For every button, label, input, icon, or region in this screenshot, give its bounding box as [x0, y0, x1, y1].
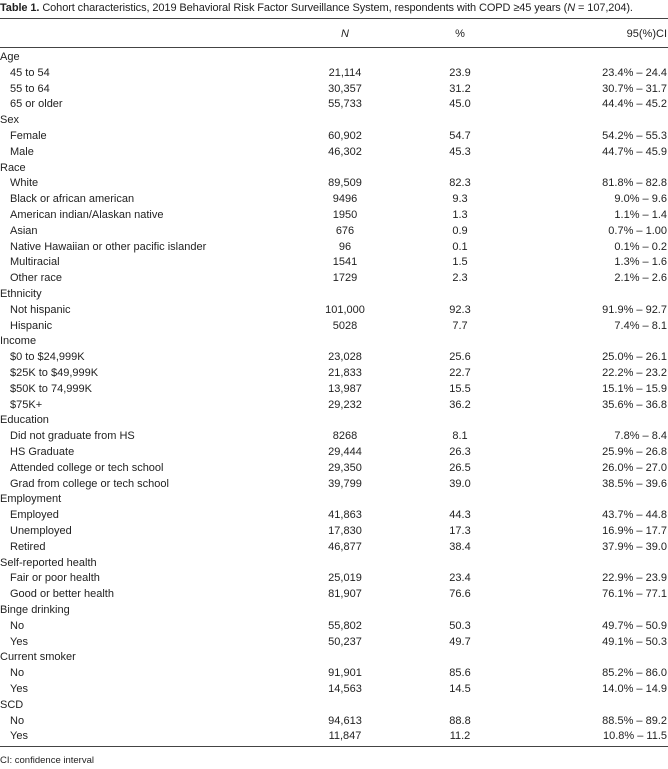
cell-percent: 1.5: [452, 256, 468, 269]
cell-n: 55,733: [328, 98, 362, 111]
cell-ci: 22.9% – 23.9: [602, 572, 667, 585]
row-label: Did not graduate from HS: [10, 430, 135, 443]
cell-n: 91,901: [328, 667, 362, 680]
cell-ci: 15.1% – 15.9: [602, 382, 667, 395]
row-label: $50K to 74,999K: [10, 382, 92, 395]
cell-ci: 23.4% – 24.4: [602, 66, 667, 79]
cell-ci: 44.7% – 45.9: [602, 145, 667, 158]
group-header-row: [0, 649, 668, 665]
cell-n: 21,833: [328, 367, 362, 379]
row-label: Grad from college or tech school: [10, 477, 169, 490]
table-row: [0, 81, 668, 97]
cell-ci: 91.9% – 92.7: [602, 303, 667, 316]
cell-ci: 16.9% – 17.7: [602, 525, 667, 537]
cell-n: 29,444: [328, 446, 362, 458]
row-label: Employed: [10, 509, 59, 522]
group-header-row: [0, 491, 668, 507]
cell-ci: 88.5% – 89.2: [602, 714, 667, 727]
table-row: [0, 681, 668, 697]
table-row: [0, 302, 668, 318]
cell-ci: 0.1% – 0.2: [614, 240, 667, 253]
cell-ci: 0.7% – 1.00: [608, 224, 667, 237]
table-row: [0, 365, 668, 381]
cell-n: 89,509: [328, 177, 362, 190]
caption-n-value: = 107,204).: [575, 2, 633, 14]
cell-n: 55,802: [328, 619, 362, 632]
row-label: No: [10, 714, 25, 727]
row-label: No: [10, 619, 25, 632]
group-header-row: [0, 555, 668, 571]
group-header-row: [0, 697, 668, 713]
table-row: [0, 634, 668, 650]
cell-n: 30,357: [328, 82, 362, 95]
cell-n: 101,000: [325, 303, 365, 316]
cell-percent: 25.6: [449, 351, 471, 364]
header-n: N: [341, 28, 349, 40]
cell-ci: 26.0% – 27.0: [602, 461, 667, 474]
cell-percent: 92.3: [449, 303, 471, 316]
group-label: Sex: [0, 114, 19, 127]
cell-ci: 37.9% – 39.0: [602, 540, 667, 553]
table-row: [0, 128, 668, 144]
header-percent: %: [455, 28, 465, 40]
cell-percent: 38.4: [449, 540, 471, 553]
table-row: [0, 254, 668, 270]
cell-ci: 35.6% – 36.8: [602, 398, 667, 411]
cell-ci: 9.0% – 9.6: [614, 193, 667, 206]
cell-ci: 38.5% – 39.6: [602, 477, 667, 490]
cell-percent: 39.0: [449, 477, 471, 490]
cell-n: 1541: [332, 256, 358, 269]
cell-ci: 30.7% – 31.7: [602, 82, 667, 95]
group-label: Self-reported health: [0, 556, 97, 569]
cell-ci: 14.0% – 14.9: [602, 683, 667, 695]
row-label: $0 to $24,999K: [10, 351, 85, 364]
table-row: [0, 476, 668, 492]
cell-ci: 1.1% – 1.4: [614, 209, 667, 221]
cell-ci: 44.4% – 45.2: [602, 98, 667, 111]
table-row: [0, 713, 668, 729]
cell-percent: 17.3: [449, 525, 471, 537]
cell-n: 94,613: [328, 714, 362, 727]
cell-percent: 45.0: [449, 98, 471, 111]
group-label: SCD: [0, 698, 24, 711]
header-rule: [0, 47, 668, 48]
table-row: [0, 570, 668, 586]
group-label: Age: [0, 51, 20, 63]
group-label: Binge drinking: [0, 604, 70, 616]
group-label: Current smoker: [0, 651, 76, 664]
cell-ci: 10.8% – 11.5: [602, 730, 667, 743]
cell-percent: 49.7: [449, 635, 471, 648]
table-row: [0, 665, 668, 681]
table-row: [0, 239, 668, 255]
row-label: Yes: [10, 683, 28, 695]
cell-ci: 22.2% – 23.2: [602, 367, 667, 379]
row-label: HS Graduate: [10, 446, 75, 458]
cell-n: 96: [338, 240, 352, 253]
table-row: [0, 207, 668, 223]
row-label: White: [10, 177, 39, 190]
row-label: Multiracial: [10, 256, 60, 269]
table-row: [0, 191, 668, 207]
cell-n: 9496: [332, 193, 358, 206]
group-header-row: [0, 286, 668, 302]
cell-ci: 76.1% – 77.1: [602, 588, 667, 601]
cell-percent: 31.2: [449, 82, 471, 95]
cell-percent: 50.3: [449, 619, 471, 632]
caption-text: Cohort characteristics, 2019 Behavioral Risk Factor Surveillance System, respondents with COPD ≥45 years (: [42, 2, 568, 14]
cell-percent: 85.6: [449, 667, 471, 680]
row-label: Black or african american: [10, 193, 135, 206]
cell-ci: 54.2% – 55.3: [602, 130, 667, 142]
table-row: [0, 270, 668, 286]
table-row: [0, 428, 668, 444]
row-label: 65 or older: [10, 98, 63, 111]
cell-percent: 45.3: [449, 145, 471, 158]
cell-percent: 14.5: [449, 683, 471, 695]
cell-n: 21,114: [328, 66, 362, 79]
cell-ci: 2.1% – 2.6: [614, 272, 667, 285]
cell-percent: 44.3: [449, 509, 471, 522]
row-label: Good or better health: [10, 588, 114, 601]
group-label: Ethnicity: [0, 288, 42, 300]
cell-n: 60,902: [328, 130, 362, 142]
group-header-row: [0, 160, 668, 176]
row-label: Yes: [10, 730, 28, 743]
cell-ci: 25.0% – 26.1: [602, 351, 667, 364]
row-label: American indian/Alaskan native: [10, 209, 164, 221]
cell-n: 29,350: [328, 461, 362, 474]
cell-n: 1950: [332, 209, 358, 221]
row-label: Fair or poor health: [10, 572, 100, 585]
group-label: Education: [0, 414, 49, 427]
cell-ci: 49.7% – 50.9: [602, 619, 667, 632]
cell-ci: 7.4% – 8.1: [614, 319, 667, 332]
cell-percent: 23.4: [449, 572, 471, 585]
row-label: 55 to 64: [10, 82, 50, 95]
cell-ci: 7.8% – 8.4: [614, 430, 667, 443]
group-header-row: [0, 412, 668, 428]
bottom-rule: [0, 746, 668, 747]
table-row: [0, 175, 668, 191]
group-header-row: [0, 112, 668, 128]
cell-ci: 43.7% – 44.8: [602, 509, 667, 522]
cell-n: 17,830: [328, 525, 362, 537]
table-row: [0, 96, 668, 112]
table-row: [0, 349, 668, 365]
table-caption: [0, 2, 633, 14]
cell-n: 14,563: [328, 683, 362, 695]
row-label: Native Hawaiian or other pacific islander: [10, 240, 207, 253]
row-label: $75K+: [10, 398, 43, 411]
row-label: $25K to $49,999K: [10, 367, 99, 379]
row-label: Retired: [10, 540, 46, 553]
table-row: [0, 586, 668, 602]
table-header: [0, 28, 668, 42]
group-header-row: [0, 602, 668, 618]
cell-percent: 26.3: [449, 446, 471, 458]
cell-n: 41,863: [328, 509, 362, 522]
row-label: Hispanic: [10, 319, 53, 332]
table-row: [0, 397, 668, 413]
row-label: Attended college or tech school: [10, 461, 164, 474]
row-label: Female: [10, 130, 47, 142]
cell-percent: 22.7: [449, 367, 471, 379]
group-header-row: [0, 49, 668, 65]
cell-n: 5028: [332, 319, 358, 332]
cell-percent: 1.3: [452, 209, 468, 221]
table-row: [0, 223, 668, 239]
cell-n: 23,028: [328, 351, 362, 364]
cell-n: 29,232: [328, 398, 362, 411]
caption-n-symbol: N: [567, 2, 576, 14]
group-label: Employment: [0, 493, 62, 506]
cell-n: 50,237: [328, 635, 362, 648]
row-label: Yes: [10, 635, 28, 648]
cell-ci: 81.8% – 82.8: [602, 177, 667, 190]
cell-percent: 9.3: [452, 193, 468, 206]
cell-n: 25,019: [328, 572, 362, 585]
row-label: Not hispanic: [10, 303, 71, 316]
table-row: [0, 539, 668, 555]
row-label: Unemployed: [10, 525, 72, 537]
table-row: [0, 460, 668, 476]
group-label: Race: [0, 161, 26, 174]
table-row: [0, 144, 668, 160]
cell-percent: 7.7: [452, 319, 468, 332]
table-row: [0, 618, 668, 634]
table-label: Table 1.: [0, 2, 40, 14]
cell-percent: 0.1: [452, 240, 468, 253]
cell-percent: 82.3: [449, 177, 471, 190]
table-row: [0, 381, 668, 397]
table-row: [0, 523, 668, 539]
group-header-row: [0, 333, 668, 349]
row-label: Male: [10, 145, 34, 158]
header-ci: 95(%)CI: [626, 28, 667, 40]
cell-percent: 15.5: [449, 382, 471, 395]
table-row: [0, 444, 668, 460]
cell-n: 8268: [332, 430, 358, 443]
row-label: Asian: [10, 224, 38, 237]
table-row: [0, 507, 668, 523]
cell-n: 81,907: [328, 588, 362, 601]
cell-n: 13,987: [328, 382, 362, 395]
cell-n: 676: [335, 224, 355, 237]
cell-ci: 25.9% – 26.8: [602, 446, 667, 458]
top-rule: [0, 18, 668, 19]
cell-percent: 26.5: [449, 461, 471, 474]
cell-percent: 76.6: [449, 588, 471, 601]
cell-percent: 2.3: [452, 272, 468, 285]
cell-n: 46,302: [328, 145, 362, 158]
cell-n: 11,847: [328, 730, 362, 743]
cell-ci: 1.3% – 1.6: [614, 256, 667, 269]
row-label: No: [10, 667, 25, 680]
table-row: [0, 728, 668, 744]
cell-percent: 8.1: [452, 430, 468, 443]
footnote: CI: confidence interval: [0, 755, 94, 766]
cell-percent: 88.8: [449, 714, 471, 727]
cell-percent: 23.9: [449, 66, 471, 79]
table-row: [0, 318, 668, 334]
cell-ci: 85.2% – 86.0: [602, 667, 667, 680]
cell-n: 39,799: [328, 477, 362, 490]
cell-n: 46,877: [328, 540, 362, 553]
cell-ci: 49.1% – 50.3: [602, 635, 667, 648]
cell-percent: 54.7: [449, 130, 471, 142]
cell-percent: 11.2: [449, 730, 471, 743]
table-row: [0, 65, 668, 81]
group-label: Income: [0, 335, 37, 348]
row-label: Other race: [10, 272, 62, 285]
cell-percent: 0.9: [452, 224, 468, 237]
cell-percent: 36.2: [449, 398, 471, 411]
cell-n: 1729: [332, 272, 358, 285]
row-label: 45 to 54: [10, 66, 50, 79]
